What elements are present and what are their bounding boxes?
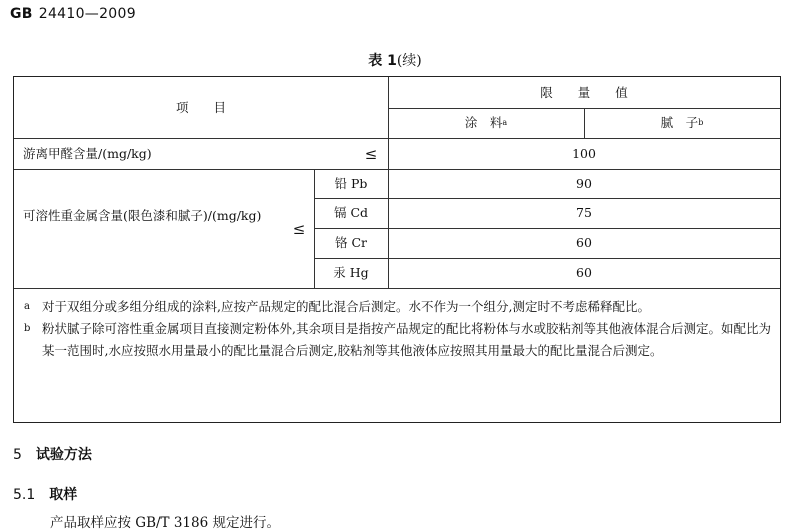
- standard-number: 24410—2009: [38, 6, 136, 22]
- header-putty: [584, 108, 780, 138]
- metal-row-element: [314, 169, 388, 198]
- table-note-a: [24, 296, 776, 318]
- metal-element-cr: 铬 Cr: [334, 235, 367, 250]
- note-b-text: 粉状腻子除可溶性重金属项目直接测定粉体外,其余项目是指按产品规定的配比将粉体与水或胶粘剂等其他液体混合后测定。如配比为某一范围时,水应按照水用量最小的配比量混合后测定,胶粘剂等其他液体应按照其用量最大的配比量混合后测定。: [42, 321, 771, 358]
- metal-value-hg: 60: [576, 265, 592, 280]
- formaldehyde-op-text: ≤: [364, 144, 378, 163]
- header-limit-label: 限 量 值: [540, 84, 628, 100]
- note-a-text: 对于双组分或多组分组成的涂料,应按产品规定的配比混合后测定。水不作为一个组分,测定时不考虑稀释配比。: [42, 299, 650, 314]
- header-coating: [388, 108, 584, 138]
- table-title-label: 表 1: [368, 53, 397, 69]
- limits-table: [13, 76, 781, 423]
- header-limit: [388, 77, 780, 108]
- section-5-heading: [13, 444, 92, 464]
- header-item: [14, 77, 388, 138]
- section-5-1-body: 产品取样应按 GB/T 3186 规定进行。: [50, 515, 280, 531]
- table-note-b: [24, 318, 776, 362]
- standard-code: [10, 6, 136, 22]
- standard-prefix: GB: [10, 6, 33, 22]
- metal-row-element: [314, 198, 388, 228]
- row-formaldehyde-value: [388, 138, 780, 169]
- metal-row-value: [388, 198, 780, 228]
- note-b-mark: b: [24, 323, 31, 334]
- metal-element-hg: 汞 Hg: [333, 265, 369, 280]
- header-putty-mark: b: [698, 118, 704, 127]
- heavy-metal-label: [23, 207, 283, 251]
- heavy-metal-op: [286, 218, 312, 240]
- note-a-mark: a: [24, 301, 30, 312]
- formaldehyde-label-text: 游离甲醛含量/(mg/kg): [23, 145, 152, 161]
- metal-row-element: [314, 228, 388, 258]
- metal-row-element: [314, 258, 388, 288]
- section-5-1-number: 5.1: [13, 487, 36, 503]
- metal-row-value: [388, 169, 780, 198]
- table-notes: [24, 296, 776, 362]
- header-coating-label: 涂 料: [464, 115, 503, 130]
- table-title: [0, 50, 790, 70]
- metal-row-value: [388, 228, 780, 258]
- table-title-suffix: (续): [396, 53, 422, 69]
- section-5-1-heading: [13, 484, 77, 504]
- row-formaldehyde-label: [23, 138, 313, 169]
- divider-notes: [14, 288, 780, 289]
- metal-value-pb: 90: [576, 175, 592, 191]
- heavy-metal-op-text: ≤: [292, 220, 306, 238]
- metal-element-pb: 铅 Pb: [334, 175, 368, 191]
- header-coating-mark: a: [502, 118, 508, 127]
- section-5-number: 5: [13, 447, 22, 463]
- metal-value-cr: 60: [576, 235, 592, 250]
- header-putty-label: 腻 子: [660, 115, 699, 130]
- metal-element-cd: 镉 Cd: [333, 205, 369, 220]
- header-item-label: 项 目: [175, 99, 226, 115]
- section-5-1-title: 取样: [49, 487, 78, 503]
- formaldehyde-value-text: 100: [572, 145, 596, 161]
- metal-row-value: [388, 258, 780, 288]
- section-5-title: 试验方法: [35, 447, 92, 463]
- metal-value-cd: 75: [576, 205, 592, 220]
- row-formaldehyde-op: [356, 138, 386, 169]
- heavy-metal-label-text: 可溶性重金属含量(限色漆和腻子)/(mg/kg): [23, 208, 262, 223]
